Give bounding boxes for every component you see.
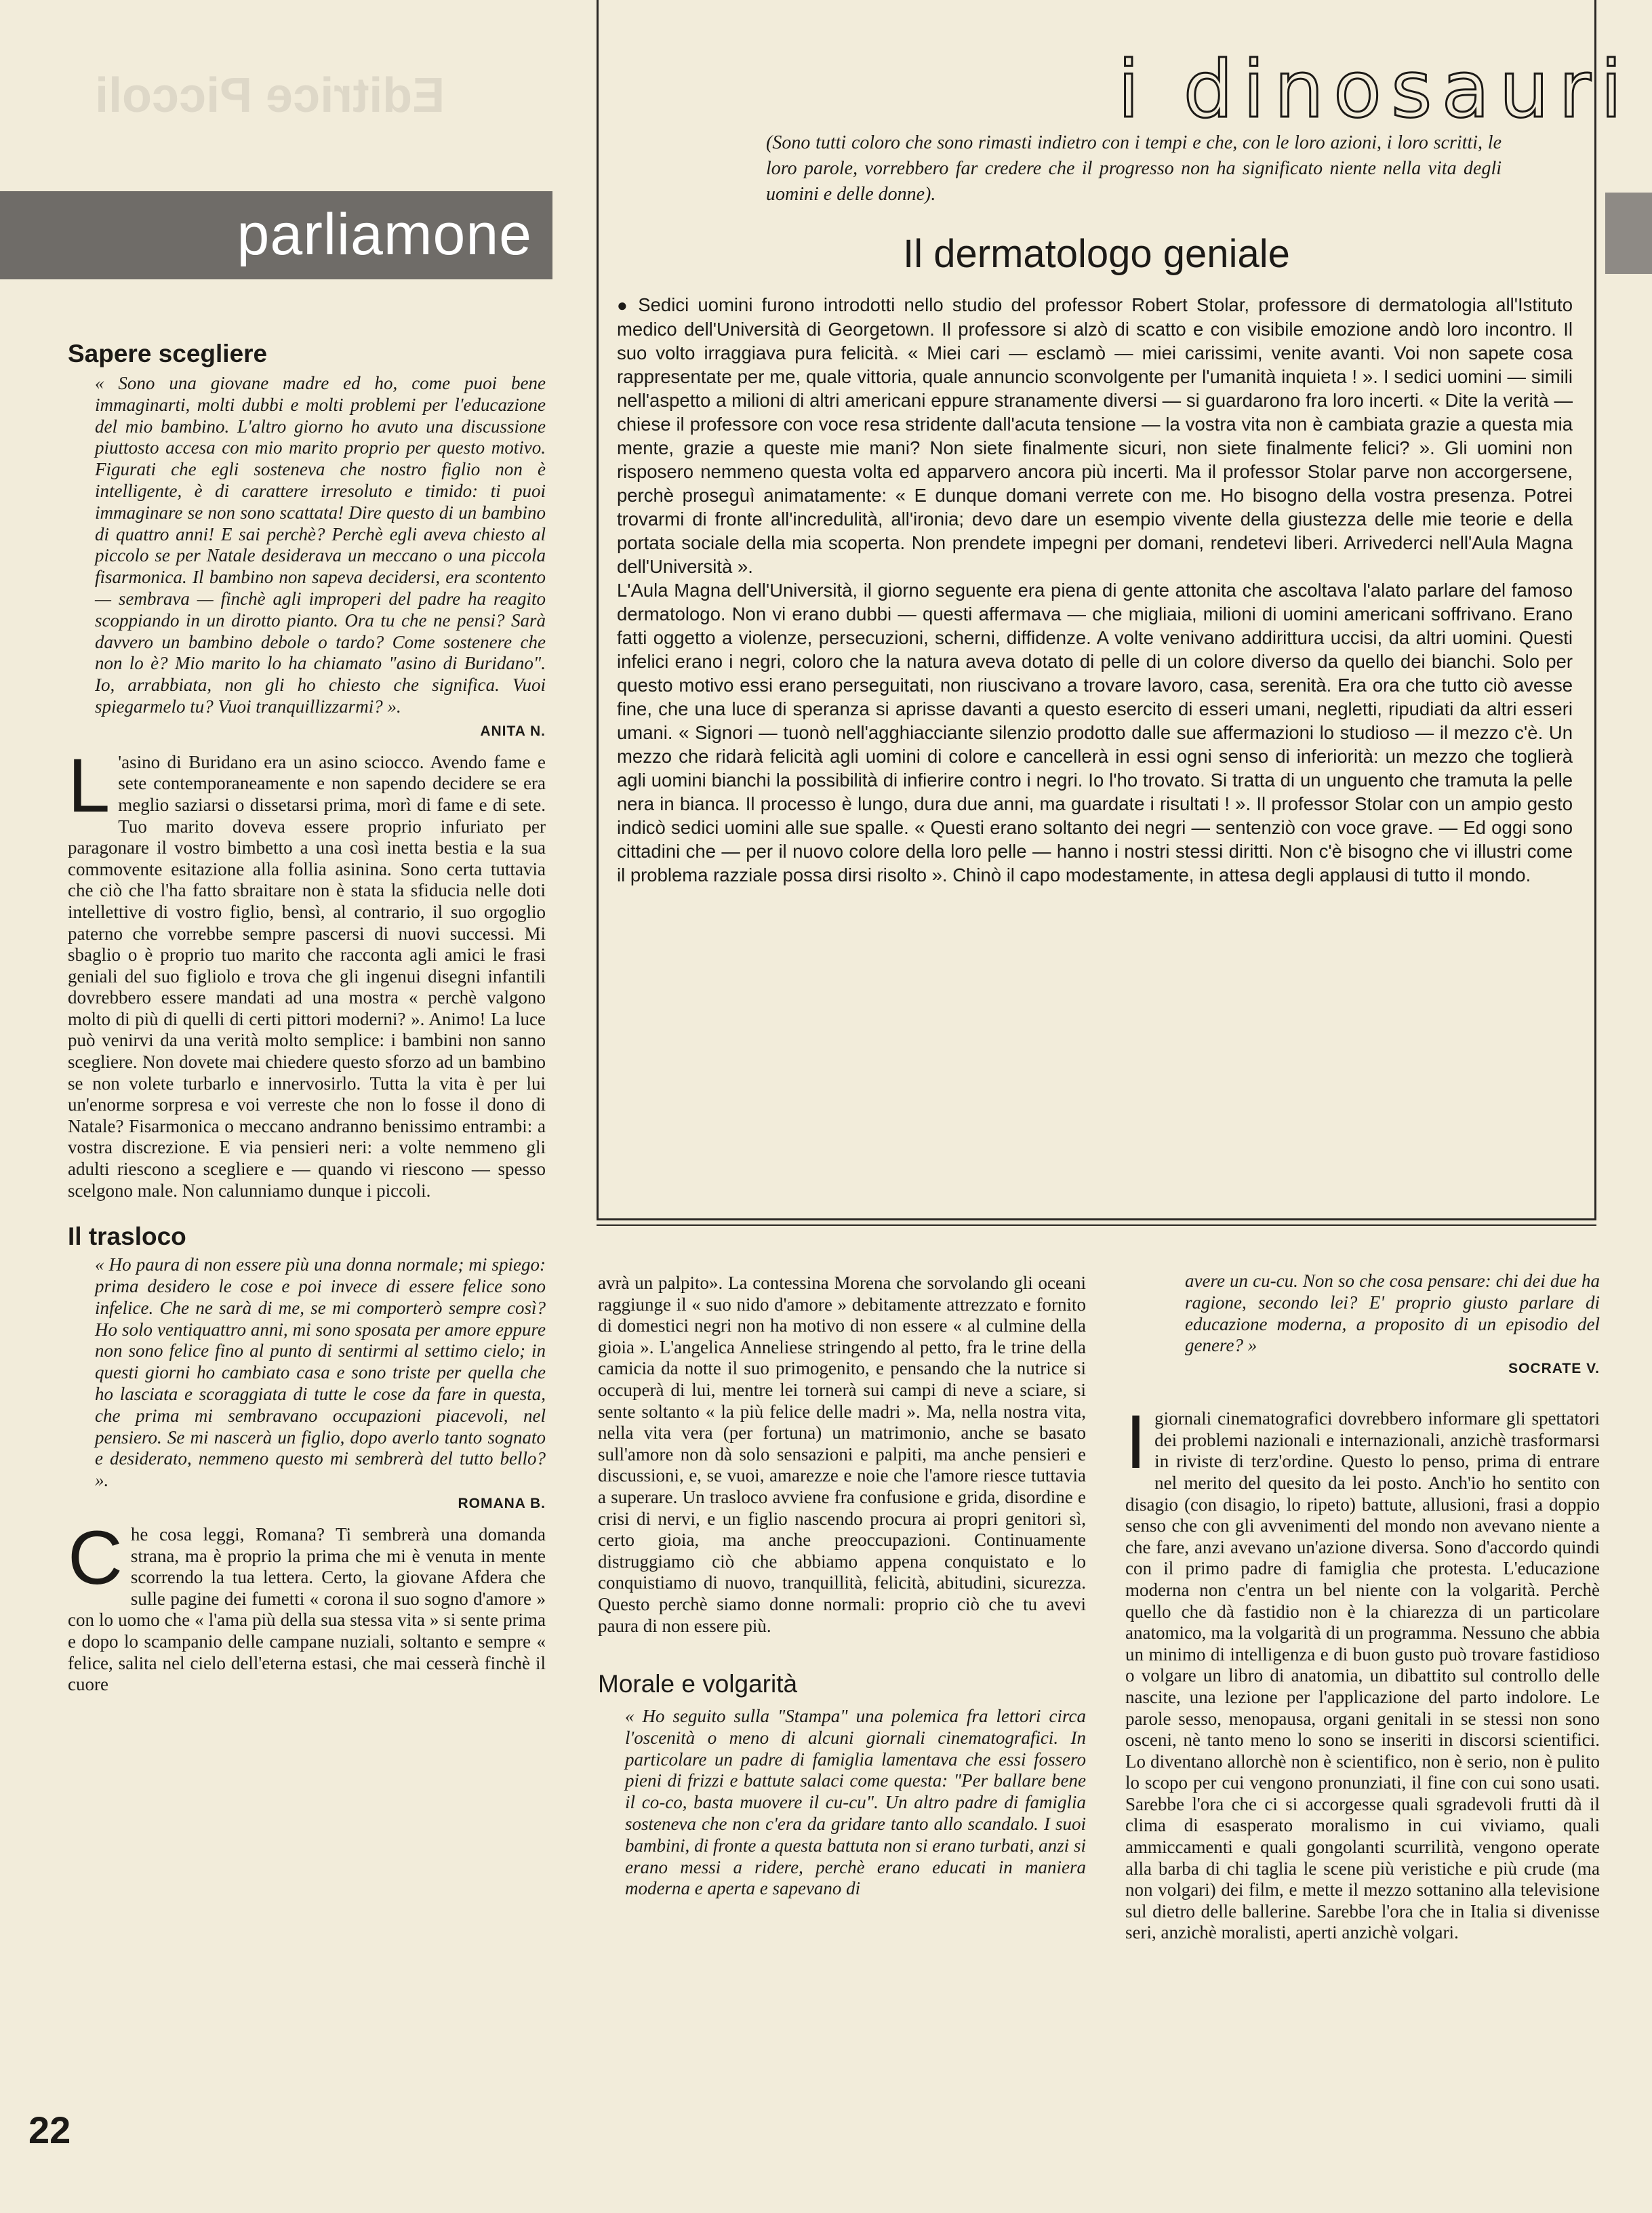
morale-heading: Morale e volgarità (598, 1670, 798, 1698)
morale-signature: SOCRATE V. (1508, 1361, 1600, 1377)
morale-letter: « Ho seguito sulla "Stampa" una polemica fra lettori circa l'oscenità o meno di alcuni giornali cinematografici. In particolare un padre di famiglia lamentava che essi fossero pieni di frizzi e battute salaci come questa: "Per ballare bene il co-co, basta muovere il cu-cu". Un altro padre di famiglia sosteneva che non c'era da gridare tanto allo scandalo. I suoi bambini, di fronte a questa battuta non si erano turbati, anzi si erano messi a ridere, perchè erano educati in maniera moderna e aperta e sapevano di (625, 1706, 1086, 1899)
article-paragraph-1: Sedici uomini furono introdotti nello studio del professor Robert Stolar, professore di dermatologia all'Istituto medico dell'Università di Georgetown. Il professore si alzò di scatto e con visibile emozione andò loro incontro. Il suo volto irraggiava pura felicità. « Miei cari — esclamò — miei carissimi, venite avanti. Voi non sapete cosa rappresentate per me, quale vittoria, quale annuncio sconvolgente per l'umanità inquieta ! ». I sedici uomini — simili nell'aspetto a milioni di altri americani eppure stranamente diversi — si guardarono fra loro incerti. « Dite la verità — chiese il professore con voce resa stridente dall'acuta tensione — la vostra vita non è cambiata grazie a questa mia mente, grazie a queste mie mani? Non siete finalmente sicuri, non siete finalmente felici? ». Gli uomini non risposero nemmeno questa volta ed apparvero ancora più incerti. Ma il professor Stolar parve non accorgersene, perchè proseguì animatamente: « E dunque domani verrete con me. Ho bisogno della vostra presenza. Potrei trovarmi di fronte all'incredulità, all'ironia; devo dare un esempio vivente della giustezza delle mie teorie e della portata sociale della mia scoperta. Non prendete impegni per domani, rendetevi liberi. Arrivederci nell'Aula Magna dell'Università ». (617, 294, 1573, 577)
bullet-icon: ● (617, 295, 632, 315)
article-paragraph-2: L'Aula Magna dell'Università, il giorno seguente era piena di gente attonita che ascoltava l'alato parlare del famoso dermatologo. Non vi erano dubbi — questi affermava — che migliaia, milioni di uomini americani soffrivano. Erano fatti oggetto a violenze, persecuzioni, scherni, diffidenze. A volte venivano addirittura uccisi, da altri uomini. Questi infelici erano i negri, coloro che la natura aveva dotato di pelle di un colore diverso da quello dei bianchi. Solo per questo motivo essi erano perseguitati, non riuscivano a trovare lavoro, casa, serenità. Era ora che tutto ciò avesse fine, che una luce di speranza si aprisse davanti a questo esercito di esseri umani, negletti, ripudiati da altri esseri umani. « Signori — tuonò nell'agghiacciante silenzio prodotto dalle sue affermazioni lo studioso — il mezzo c'è. Un mezzo che ridarà felicità agli uomini di colore e cancellerà in essi ogni senso di inferiorità: un mezzo che toglierà agli uomini bianchi la possibilità di infierire contro i negri. Io l'ho trovato. Si tratta di un unguento che tramuta la pelle nera in bianca. Il processo è lungo, dura due anni, ma guardate i risultati ! ». Il professor Stolar con un ampio gesto indicò sedici uomini alle sue spalle. « Questi erano soltanto dei negri — sentenziò con voce grave. — Ed oggi sono cittadini che — per il nuovo colore della loro pelle — hanno i nostri stessi diritti. Non c'è bisogno che vi illustri come il problema razziale possa dirsi risolto ». Chinò il capo modestamente, in attesa degli applausi di tutto il mondo. (617, 580, 1573, 885)
right-column (1125, 1271, 1600, 1944)
trasloco-heading: Il trasloco (68, 1222, 186, 1251)
trasloco-signature: ROMANA B. (458, 1495, 546, 1511)
morale-dropcap: I (1125, 1399, 1147, 1485)
sapere-letter: « Sono una giovane madre ed ho, come puoi bene immaginarti, molti dubbi e molti problemi per l'educazione del mio bambino. L'altro giorno ho avuto una discussione piuttosto accesa con mio marito proprio per questo motivo. Figurati che egli sosteneva che nostro figlio non è intelligente, è di carattere irresoluto e timido: ti puoi immaginare se non sono scattata! Dire questo di un bambino di quattro anni! E sai perchè? Perchè egli aveva chiesto al piccolo se per Natale desiderava un meccano o una piccola fisarmonica. Il bambino non sapeva decidersi, era scontento — sembrava — finchè agli improperi del padre ha reagito scoppiando in un dirotto pianto. Ora tu che ne pensi? Sarà davvero un bambino debole o tardo? Come sostenere che non lo è? Mio marito lo ha chiamato "asino di Buridano". Io, arrabbiata, non gli ho chiesto che significa. Vuoi spiegarmelo tu? Vuoi tranquillizzarmi? ». (95, 373, 546, 717)
dinosauri-article-body (617, 293, 1573, 887)
dinosauri-title: i dinosauri (1117, 44, 1632, 136)
section-title: parliamone (237, 202, 532, 267)
left-column (68, 339, 546, 1696)
page-number: 22 (28, 2109, 71, 2151)
article-title: Il dermatologo geniale (903, 232, 1290, 276)
ghost-bleed-text: Editrice Piccoli (95, 68, 445, 123)
trasloco-letter: « Ho paura di non essere più una donna normale; mi spiego: prima desidero le cose e poi invece di essere felice sono infelice. Che ne sarà di me, se mi comporterò sempre così? Ho solo ventiquattro anni, mi sono sposata per amore eppure non sono felice fino al punto di sentirmi al settimo cielo; in questi giorni ho cambiato casa e sono triste per quella che ho lasciata e scoraggiata di tutte le cose da fare in questa, che prima mi sembravano occupazioni piacevoli, nel pensiero. Se mi nascerà un figlio, dopo averlo tanto sognato e desiderato, nemmeno questo mi sembrerà del tutto bello? ». (95, 1254, 546, 1491)
trasloco-dropcap: C (68, 1515, 123, 1600)
trasloco-reply: he cosa leggi, Romana? Ti sembrerà una domanda strana, ma è proprio la prima che mi è venuta in mente scorrendo la tua lettera. Certo, la giovane Afdera che sulle pagine dei fumetti « corona il suo sogno d'amore » con lo uomo che « l'ama più della sua stessa vita » si sente prima e dopo lo scampanio delle campane nuziali, soltanto e sempre « felice, salita nel cielo dell'eterna estasi, che mai cesserà finchè il cuore (68, 1523, 546, 1695)
sapere-reply: 'asino di Buridano era un asino sciocco. Avendo fame e sete contemporaneamente e non sapendo decidere se era meglio saziarsi o dissetarsi prima, morì di fame e di sete. Tuo marito doveva essere proprio infuriato per paragonare il vostro bimbetto a una così inetta bestia e la sua commovente esitazione alla follia asinina. Sono certa tuttavia che ciò che l'ha fatto sbraitare non è stata la sfiducia nelle doti intellettive di vostro figlio, bensì, al contrario, il suo orgoglio paterno che vorrebbe sempre pascersi di nuovi successi. Mi sbaglio o è proprio tuo marito che racconta agli amici le frasi geniali del suo figliolo e trova che gli ingenui disegni infantili dovrebbero essere mandati ad una mostra « perchè valgono molto di più di quelli di certi pittori moderni? ». Animo! La luce può venirvi da una verità molto semplice: i bambini non sanno scegliere. Non dovete mai chiedere questo sforzo ad un bambino se non volete turbarlo e innervosirlo. Tutta la vita è per lui un'enorme sorpresa e voi verreste che non lo fosse il dono di Natale? Fisarmonica o meccano andranno benissimo entrambi: a vostra discrezione. E via pensieri neri: a volte nemmeno gli adulti riescono a scegliere e — quando vi riescono — spesso scelgono male. Non calunniamo dunque i piccoli. (68, 751, 546, 1201)
box-underline (597, 1224, 1596, 1226)
sapere-signature: ANITA N. (480, 723, 546, 739)
section-banner (0, 191, 552, 279)
sapere-dropcap: L (68, 742, 110, 828)
right-edge-strip (1605, 193, 1652, 274)
trasloco-reply-continued: avrà un palpito». La contessina Morena che sorvolando gli oceani raggiunge il « suo nido d'amore » debitamente attrezzato e fornito di domestici negri non ha motivo di non essere « al culmine della gioia ». L'angelica Anneliese stringendo al petto, fra le trine della camicia da notte il suo primogenito, e pensando che la nutrice si occuperà di lui, mentre lei tornerà sui campi di neve a sciare, si sente soltanto « la più felice delle madri ». Ma, nella nostra vita, nella vita vera (per fortuna) un matrimonio, anche se basato sull'amore non dà solo sensazioni e palpiti, ma anche pensieri e discussioni, e, se vuoi, amarezze e noie che l'amore riesce tuttavia a superare. Un trasloco avviene fra confusione e grida, disordine e crisi di nervi, e un figlio nascendo procura ai propri genitori sì, certo gioia, ma anche preoccupazioni. Continuamente distruggiamo ciò che abbiamo appena conquistato e lo conquistiamo di nuovo, tranquillità, felicità, abitudini, sicurezza. Questo perchè siamo donne normali: proprio ciò che tu avevi paura di non essere più. (598, 1273, 1086, 1636)
morale-letter-continued: avere un cu-cu. Non so che cosa pensare: chi dei due ha ragione, secondo lei? E' proprio giusto parlare di educazione moderna, a proposito di un episodio del genere? » (1185, 1271, 1600, 1356)
morale-reply: giornali cinematografici dovrebbero informare gli spettatori dei problemi nazionali e internazionali, anzichè trasformarsi in riviste di terz'ordine. Questo lo penso, prima di entrare nel merito del quesito da lei posto. Anch'io ho sentito con disagio (con disagio, lo ripeto) battute, allusioni, frasi a doppio senso che con gli avvenimenti del mondo non avevano niente a che fare, anzi avevano un'azione diversa. Sono d'accordo quindi con il primo padre di famiglia che protesta. L'educazione moderna non c'entra un bel niente con la volgarità. Perchè quello che dà fastidio non è la chiarezza di un particolare anatomico, ma la volgarità di un programma. Nessuno che abbia un minimo di intelligenza e di buon gusto può trovare fastidioso o volgare un libro di anatomia, un dibattito sul controllo delle nascite, una lezione per l'applicazione del parto indolore. Le parole sesso, menopausa, organi genitali in se stessi non sono osceni, nè tanto meno lo sono se inseriti in discorsi scientifici. Lo diventano allorchè non è scientifico, non è serio, non è pulito lo scopo per cui vengono pronunziati, il fine con cui sono usati. Sarebbe l'ora che ci si accorgesse quali sgradevoli frutti dà il clima di esasperato moralismo in cui viviamo, quali ammiccamenti e quali gongolanti scurrilità, vengono operate alla barba di chi taglia le scene più veristiche e più crude (ma non volgari) dei film, e mette il mezzo sottanino alla televisione sul dietro delle ballerine. Sarebbe l'ora che in Italia si divenisse seri, anzichè moralisti, aperti anzichè volgari. (1125, 1408, 1600, 1943)
sapere-scegliere-heading: Sapere scegliere (68, 340, 268, 367)
middle-column (598, 1273, 1086, 1900)
dinosauri-subtitle: (Sono tutti coloro che sono rimasti indietro con i tempi e che, con le loro azioni, i loro scritti, le loro parole, vorrebbero far credere che il progresso non ha significato niente nella vita degli uomini e delle donne). (766, 132, 1502, 205)
